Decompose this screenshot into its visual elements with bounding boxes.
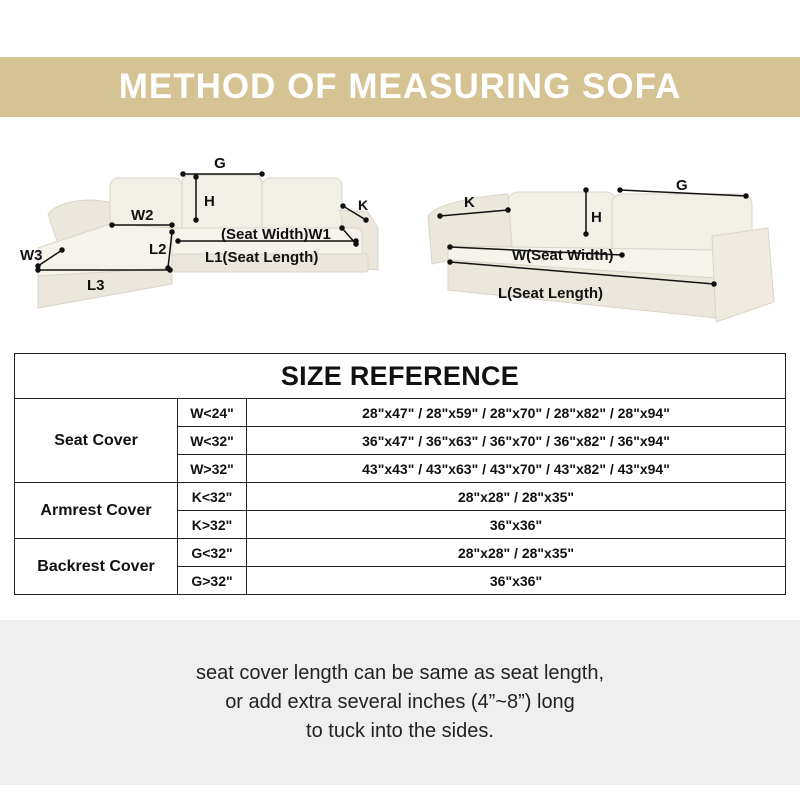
size-value-cell: 43"x43" / 43"x63" / 43"x70" / 43"x82" / 43"x94" <box>247 455 786 483</box>
condition-cell: W>32" <box>178 455 247 483</box>
table-row <box>15 483 786 511</box>
condition-cell: K<32" <box>178 483 247 511</box>
sofa-diagram-svg <box>0 150 800 330</box>
label-w3: W3 <box>20 247 43 264</box>
label-k-left: K <box>358 197 369 213</box>
size-reference-table <box>14 353 786 595</box>
label-l1: L1(Seat Length) <box>205 249 319 266</box>
table-title: SIZE REFERENCE <box>15 354 786 399</box>
condition-cell: G<32" <box>178 539 247 567</box>
size-value-cell: 28"x47" / 28"x59" / 28"x70" / 28"x82" / 28"x94" <box>247 399 786 427</box>
size-value-cell: 28"x28" / 28"x35" <box>247 539 786 567</box>
page-title: METHOD OF MEASURING SOFA <box>118 67 682 106</box>
label-w2: W2 <box>131 207 154 224</box>
label-h-left: H <box>204 193 215 210</box>
condition-cell: W<24" <box>178 399 247 427</box>
category-seat-cover: Seat Cover <box>15 399 178 483</box>
measurement-note <box>0 620 800 785</box>
label-w1: (Seat Width)W1 <box>221 226 331 243</box>
condition-cell: W<32" <box>178 427 247 455</box>
size-value-cell: 28"x28" / 28"x35" <box>247 483 786 511</box>
label-g-left: G <box>214 155 226 172</box>
sofa-measurement-diagram <box>0 150 800 330</box>
size-value-cell: 36"x36" <box>247 567 786 595</box>
condition-cell: G>32" <box>178 567 247 595</box>
table-row <box>15 539 786 567</box>
table-row <box>15 399 786 427</box>
note-line: or add extra several inches (4”~8”) long <box>225 691 575 713</box>
size-value-cell: 36"x36" <box>247 511 786 539</box>
label-l2: L2 <box>149 241 167 258</box>
category-backrest-cover: Backrest Cover <box>15 539 178 595</box>
condition-cell: K>32" <box>178 511 247 539</box>
label-g-right: G <box>676 177 688 194</box>
label-l3: L3 <box>87 277 105 294</box>
label-w-right: W(Seat Width) <box>512 247 614 264</box>
category-armrest-cover: Armrest Cover <box>15 483 178 539</box>
title-banner <box>0 57 800 117</box>
note-line: to tuck into the sides. <box>306 720 494 742</box>
label-l-right: L(Seat Length) <box>498 285 603 302</box>
size-value-cell: 36"x47" / 36"x63" / 36"x70" / 36"x82" / 36"x94" <box>247 427 786 455</box>
note-line: seat cover length can be same as seat length, <box>195 662 605 684</box>
label-h-right: H <box>591 209 602 226</box>
label-k-right: K <box>464 194 475 211</box>
